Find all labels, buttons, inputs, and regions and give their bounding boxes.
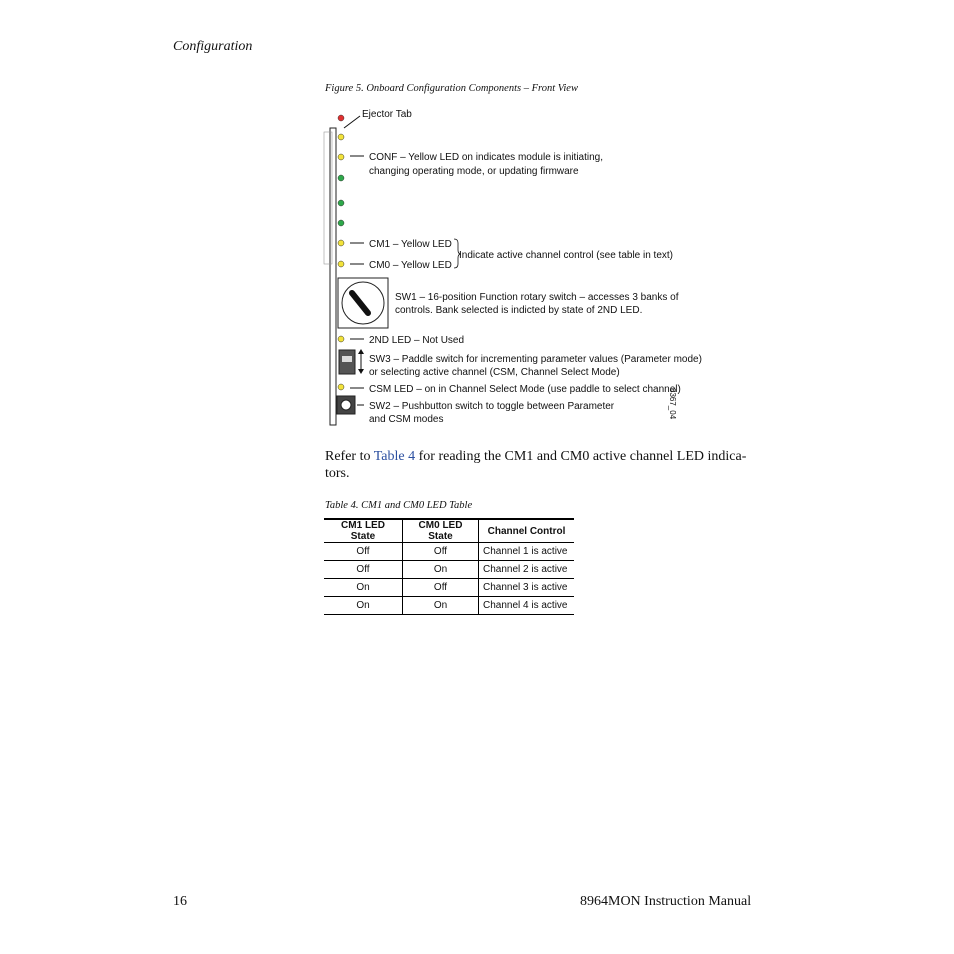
cell-channel: Channel 1 is active [479, 543, 575, 561]
sw1-label-line2: controls. Bank selected is indicted by state of 2ND LED. [395, 305, 643, 316]
sw1-label-line1: SW1 – 16-position Function rotary switch – accesses 3 banks of [395, 292, 679, 303]
manual-title: 8964MON Instruction Manual [580, 894, 752, 909]
pushbutton [341, 400, 351, 410]
table-caption: Table 4. CM1 and CM0 LED Table [325, 500, 473, 511]
table-header-row [324, 519, 574, 543]
cell-cm0: Off [403, 543, 479, 561]
ejector-led [338, 115, 344, 121]
table-4-link[interactable]: Table 4 [373, 449, 416, 464]
header-cm0: CM0 LED State [403, 519, 479, 543]
cell-cm0: On [403, 561, 479, 579]
page-number: 16 [173, 894, 187, 909]
body-text-post: for reading the CM1 and CM0 active channel LED indica-tors. [325, 449, 747, 481]
table-row [324, 543, 574, 561]
led-green-3 [338, 220, 344, 226]
front-view-diagram [320, 100, 720, 430]
body-paragraph [325, 448, 765, 482]
cell-cm1: On [324, 597, 403, 615]
table-row [324, 561, 574, 579]
paddle-arrow-head-up [358, 349, 364, 354]
sw2-label-line2: and CSM modes [369, 414, 444, 425]
second-led [338, 336, 344, 342]
csm-led [338, 384, 344, 390]
ejector-leader [344, 116, 360, 128]
cell-cm1: Off [324, 561, 403, 579]
cell-channel: Channel 3 is active [479, 579, 575, 597]
circuit-board-edge [330, 128, 336, 425]
cell-channel: Channel 2 is active [479, 561, 575, 579]
cell-cm0: Off [403, 579, 479, 597]
csm-label: CSM LED – on in Channel Select Mode (use paddle to select channel) [369, 384, 681, 395]
body-text-pre: Refer to [325, 449, 374, 464]
cm0-label: CM0 – Yellow LED [369, 260, 452, 271]
table-row [324, 597, 574, 615]
sw3-label-line2: or selecting active channel (CSM, Channel Select Mode) [369, 367, 620, 378]
paddle-arrow-head-down [358, 369, 364, 374]
sw3-label-line1: SW3 – Paddle switch for incrementing parameter values (Parameter mode) [369, 354, 702, 365]
led-green-2 [338, 200, 344, 206]
figure-id: 8367_04 [668, 388, 677, 420]
header-channel: Channel Control [479, 519, 575, 543]
header-cm1: CM1 LED State [324, 519, 403, 543]
paddle-switch-lever [342, 356, 352, 362]
conf-label-line1: CONF – Yellow LED on indicates module is initiating, [369, 152, 604, 163]
ejector-label: Ejector Tab [362, 109, 412, 120]
cell-channel: Channel 4 is active [479, 597, 575, 615]
table-row [324, 579, 574, 597]
cm1-led [338, 240, 344, 246]
cm-group-label: Indicate active channel control (see table in text) [459, 250, 674, 261]
figure-caption: Figure 5. Onboard Configuration Components – Front View [325, 83, 578, 94]
led-yellow-1 [338, 134, 344, 140]
conf-label-line2: changing operating mode, or updating firmware [369, 166, 579, 177]
section-header: Configuration [173, 39, 253, 54]
cell-cm0: On [403, 597, 479, 615]
cm0-led [338, 261, 344, 267]
cm1-label: CM1 – Yellow LED [369, 239, 452, 250]
led-table [324, 518, 574, 615]
led-green-1 [338, 175, 344, 181]
cell-cm1: On [324, 579, 403, 597]
conf-led [338, 154, 344, 160]
sw2-label-line1: SW2 – Pushbutton switch to toggle between Parameter [369, 401, 615, 412]
cell-cm1: Off [324, 543, 403, 561]
second-led-label: 2ND LED – Not Used [369, 335, 465, 346]
